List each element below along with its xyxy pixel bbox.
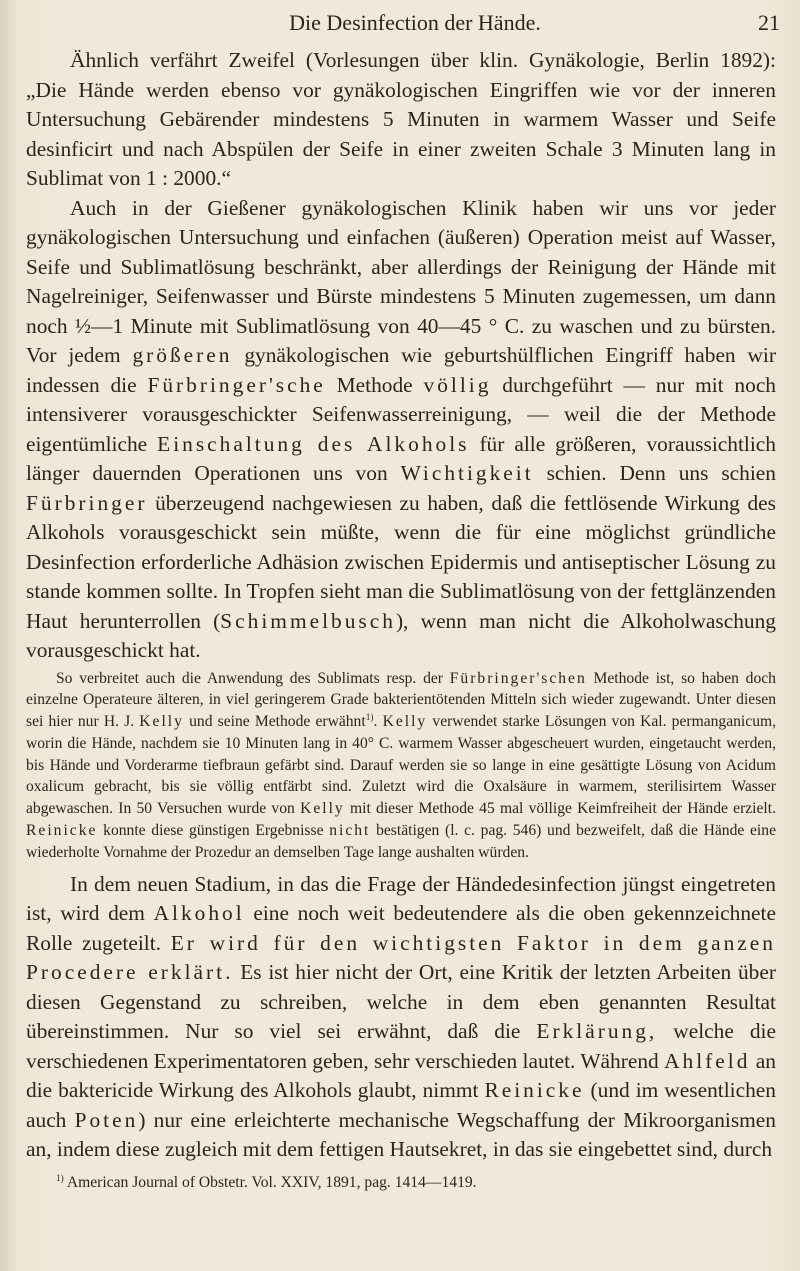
- emphasis-text: Wichtigkeit: [400, 461, 534, 485]
- emphasis-text: Einschaltung des Alkohols: [157, 431, 470, 456]
- emphasis-text: Erklärung,: [536, 1019, 658, 1044]
- author-name: Reinicke: [484, 1078, 585, 1103]
- text-run: durchgeführt — nur mit noch intensiverer vorausgeschickter Seifenwasserreinigung, — weil die der Methode eigentümliche: [26, 372, 777, 456]
- small-print-paragraph-kelly: [26, 668, 776, 864]
- footnote-marker: 1): [56, 1173, 64, 1184]
- text-run: Methode: [336, 372, 413, 397]
- author-name: Kelly: [139, 713, 184, 731]
- emphasis-text: nicht: [329, 822, 371, 840]
- text-run: Auch in der Gießener gynäkologischen Klinik haben wir uns vor jeder gynäkologischen Untersuchung und einfachen (äußeren) Operation meist auf Wasser, Seife und Sublimatlösung beschränkt, aber allerdings der Reinigung der Hände mit Nagelreiniger, Seifenwasser und Bürste mindestens 5 Minuten zugemessen, um dann noch ½—1 Minute mit Sublimatlösung von 40—45 ° C. zu waschen und zu bürsten. Vor jedem: [26, 195, 776, 367]
- text-run: eine noch weit bedeutendere als die oben gekennzeichnete Rolle zugeteilt.: [26, 901, 776, 955]
- page-header: [50, 10, 780, 46]
- emphasis-text: größeren: [132, 343, 233, 367]
- running-title: Die Desinfection der Hände.: [289, 10, 541, 35]
- emphasis-text: völlig: [423, 372, 492, 397]
- text-run: an die baktericide Wirkung des Alkohols glaubt, nimmt: [26, 1048, 776, 1103]
- author-name: Fürbringer'schen: [449, 669, 587, 687]
- text-run: mit dieser Methode 45 mal völlige Keimfreiheit der Hände erzielt.: [349, 800, 777, 818]
- page-number: 21: [758, 10, 780, 35]
- paragraph-giessen-clinic: [26, 194, 776, 666]
- text-run: So verbreitet auch die Anwendung des Sublimats resp. der: [56, 669, 443, 687]
- text-run: Methode ist, so haben doch einzelne Operateure älteren, in viel geringerem Grade bakterientötenden Mitteln sich wieder zugewandt. Unter diesen sei hier nur H. J.: [26, 669, 776, 731]
- text-run: .: [373, 713, 378, 731]
- text-run: und seine Methode erwähnt: [189, 713, 366, 731]
- author-name: Reinicke: [26, 822, 98, 840]
- author-name: Schimmelbusch: [220, 608, 396, 633]
- paragraph-alcohol-stage: [26, 870, 776, 1165]
- text-run: ), wenn man nicht die Alkoholwaschung vorausgeschickt hat.: [26, 608, 776, 662]
- text-run: Es ist hier nicht der Ort, eine Kritik der letzten Arbeiten über diesen Gegenstand zu schreiben, welche in dem eben genannten Resultat übereinstimmen. Nur so viel sei erwähnt, daß die: [26, 960, 776, 1044]
- text-run: ) nur eine erleichterte mechanische Wegschaffung der Mikroorganismen an, indem diese zugleich mit dem fettigen Hautsekret, in das sie eingebettet sind, durch: [26, 1107, 776, 1162]
- paragraph-text: Ähnlich verfährt Zweifel (Vorlesungen über klin. Gynäkologie, Berlin 1892): „Die Hände werden ebenso vor gynäkologischen Eingriffen wie vor der inneren Untersuchung Gebärender mindestens 5 Minuten in warmem Wasser und Seife desinficirt und nach Abspülen der Seife in einer zweiten Schale 3 Minuten lang in Sublimat von 1 : 2000.“: [26, 48, 776, 190]
- text-run: gynäkologischen wie geburtshülflichen Eingriff haben wir indessen die: [26, 343, 776, 397]
- text-run: überzeugend nachgewiesen zu haben, daß die fettlösende Wirkung des Alkohols vorausgeschickt sein müßte, wenn die für eine möglichst gründliche Desinfection erforderliche Adhäsion zwischen Epidermis und antiseptischer Lösung zu stande kommen sollte. In Tropfen sieht man die Sublimatlösung von der fettglänzenden Haut herunterrollen (: [26, 490, 776, 633]
- author-name: Kelly: [382, 713, 428, 731]
- author-name: Fürbringer'sche: [147, 372, 326, 397]
- text-run: für alle größeren, voraussichtlich länger dauernden Operationen uns von: [26, 431, 776, 485]
- footnote-reference: 1): [365, 712, 374, 723]
- author-name: Poten: [74, 1107, 139, 1132]
- author-name: Fürbringer: [26, 490, 148, 515]
- emphasis-text: Er wird für den wichtigsten Faktor in dem ganzen Procedere erklärt.: [26, 930, 776, 985]
- footnote-text: American Journal of Obstetr. Vol. XXIV, 1891, pag. 1414—1419.: [66, 1173, 477, 1191]
- paragraph-zweifel: [26, 46, 776, 194]
- text-run: welche die verschiedenen Experimentatoren geben, sehr verschieden lautet. Während: [26, 1019, 776, 1073]
- text-run: schien. Denn uns schien: [546, 461, 776, 485]
- author-name: Kelly: [300, 800, 345, 818]
- text-run: (und im wesentlichen auch: [26, 1078, 776, 1132]
- page-body: [26, 46, 776, 1193]
- footnote: [26, 1173, 776, 1193]
- text-run: In dem neuen Stadium, in das die Frage der Händedesinfection jüngst eingetreten ist, wird dem: [26, 871, 776, 926]
- text-run: bestätigen (l. c. pag. 546) und bezweifelt, daß die Hände eine wiederholte Vornahme der Prozedur an demselben Tage lange aushalten würden.: [26, 822, 776, 861]
- author-name: Ahlfeld: [664, 1048, 751, 1073]
- text-run: konnte diese günstigen Ergebnisse: [103, 822, 324, 840]
- text-run: verwendet starke Lösungen von Kal. permanganicum, worin die Hände, nachdem sie 10 Minuten lang in 40° C. warmem Wasser abgescheuert wurden, eingetaucht werden, bis Hände und Vorderarme tiefbraun gefärbt sind. Darauf werden sie so lange in eine gesättigte Lösung von Acidum oxalicum gebracht, bis sie völlig entfärbt sind. Zuletzt wird die Oxalsäure in warmem, sterilisirtem Wasser abgewaschen. In 50 Versuchen wurde von: [26, 713, 777, 818]
- emphasis-text: Alkohol: [153, 901, 245, 926]
